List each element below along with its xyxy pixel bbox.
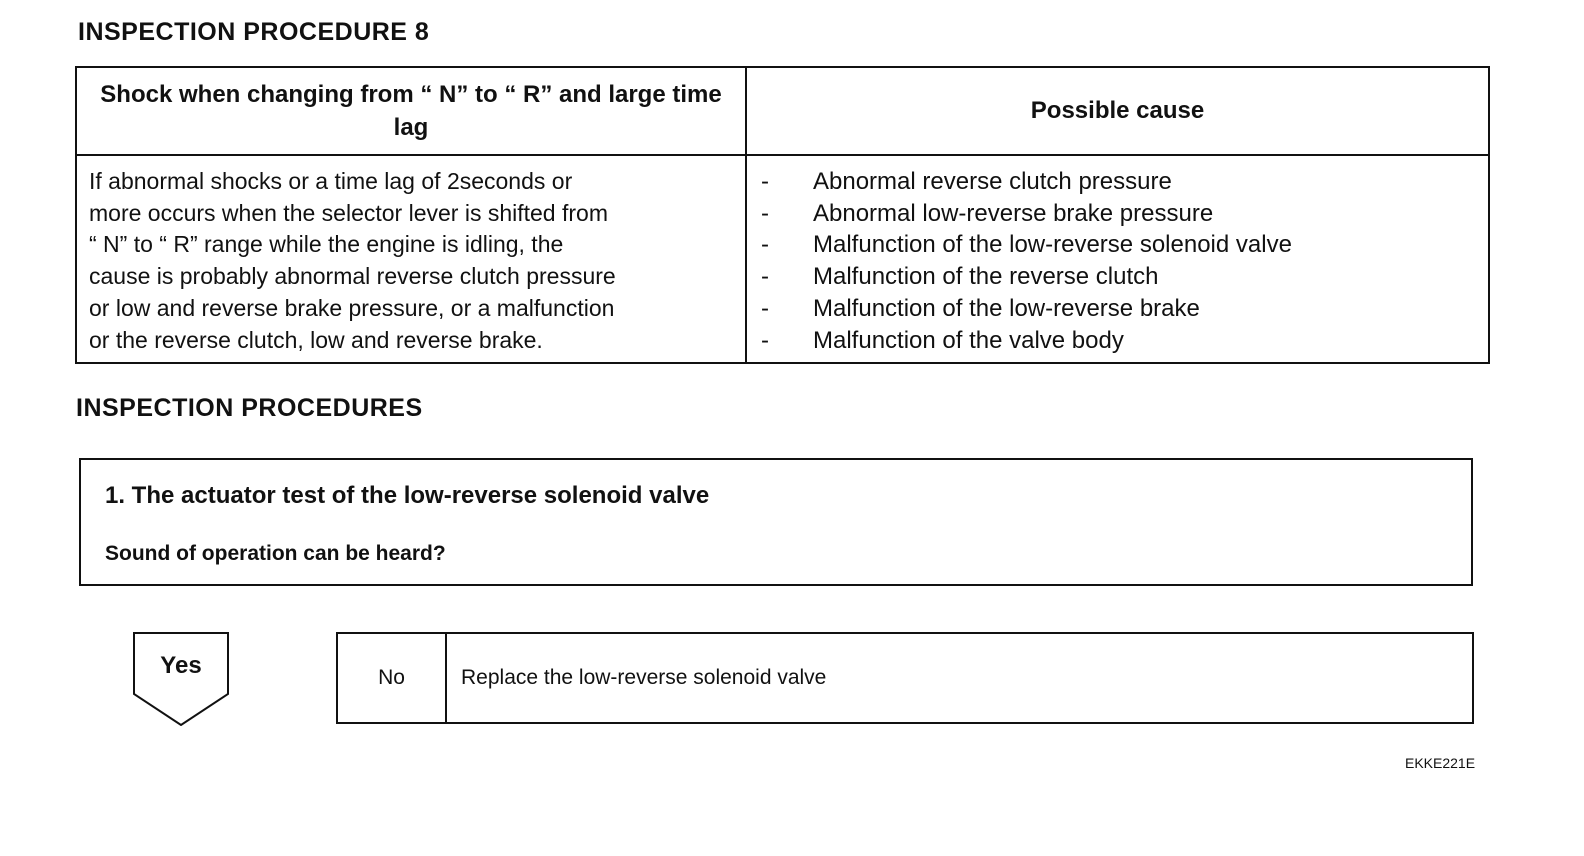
cause-item: - Malfunction of the low-reverse brake	[761, 294, 1200, 322]
cause-item: - Malfunction of the low-reverse solenoid valve	[761, 231, 1292, 259]
symptom-description: If abnormal shocks or a time lag of 2seconds or more occurs when the selector lever is shifted from “ N” to “ R” range while the engine is idling, the cause is probably abnormal reverse clutch pressure or low and reverse brake pressure, or a malfunction or the reverse clutch, low and reverse brake.	[76, 155, 746, 363]
step-question: Sound of operation can be heard?	[105, 542, 446, 565]
cause-item: - Malfunction of the valve body	[761, 326, 1124, 354]
no-branch-box	[336, 632, 1474, 724]
cause-item: - Abnormal reverse clutch pressure	[761, 168, 1172, 195]
symptom-cause-table	[75, 66, 1490, 364]
figure-code: EKKE221E	[1405, 755, 1476, 771]
step-title: 1. The actuator test of the low-reverse solenoid valve	[105, 482, 710, 509]
procedures-title: INSPECTION PROCEDURES	[76, 394, 423, 422]
symptom-header: Shock when changing from “ N” to “ R” and large time lag	[76, 67, 746, 155]
cause-item: - Malfunction of the reverse clutch	[761, 263, 1159, 291]
cause-header: Possible cause	[746, 67, 1489, 155]
cause-list	[746, 155, 1489, 363]
yes-label: Yes	[160, 652, 202, 679]
no-action-text: Replace the low-reverse solenoid valve	[461, 666, 827, 689]
cause-item: - Abnormal low-reverse brake pressure	[761, 199, 1214, 227]
step-box	[79, 458, 1473, 586]
no-label: No	[338, 634, 447, 722]
page-title: INSPECTION PROCEDURE 8	[78, 18, 430, 46]
